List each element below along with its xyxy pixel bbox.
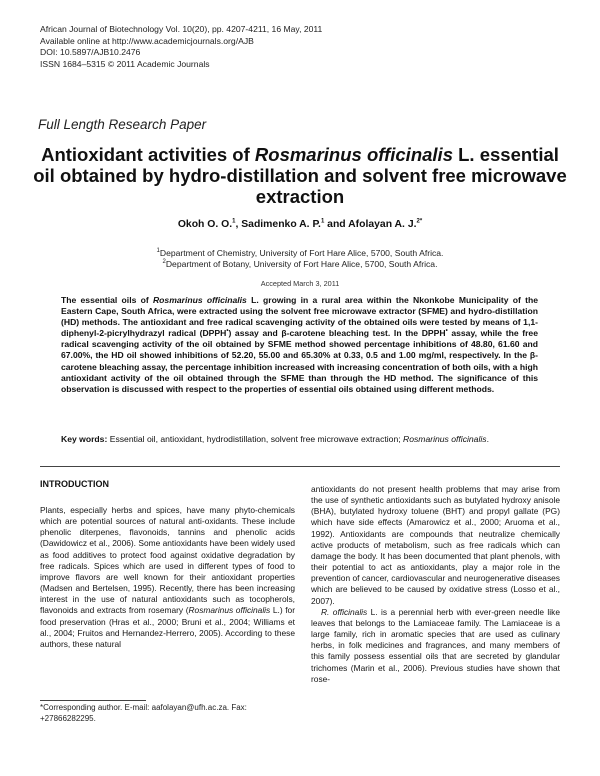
- section-divider: [40, 466, 560, 467]
- affiliations: [40, 248, 560, 270]
- abstract: [61, 295, 538, 395]
- left-column: [40, 505, 295, 650]
- abstract-p2: L. growing in a rural area within the Nkonkobe Municipality of the Eastern Cape, South Africa, were extracted using the solvent free microwave extractor (SFME) and hydro-distillation (HD) methods. The antioxidant and free radical scavenging activity of the obtained oils were tested by means of 1,1-diphenyl-2-picrylhydrazyl radical (DPPH: [61, 295, 538, 339]
- author-3-affil: 2*: [416, 218, 423, 225]
- title-part2: L. essential oil obtained by hydro-distillation and solvent free microwave extraction: [33, 144, 567, 207]
- affiliation-2-mark: 2: [162, 259, 166, 266]
- right-column: [311, 484, 560, 685]
- abstract-p1: The essential oils of: [61, 295, 153, 305]
- author-2-affil: 1: [320, 218, 325, 225]
- corresponding-author-footnote: *Corresponding author. E-mail: aafolayan@ufh.ac.za. Fax: +27866282295.: [40, 703, 247, 723]
- author-2: Sadimenko A. P.: [241, 219, 321, 230]
- keywords: [61, 434, 538, 445]
- right-paragraph-2: [311, 607, 560, 685]
- keywords-text: Essential oil, antioxidant, hydrodistillation, solvent free microwave extraction;: [107, 434, 403, 444]
- author-1-affil: 1: [232, 218, 236, 225]
- intro-p1b: L.) for food preservation (Hras et al., 2000; Bruni et al., 2004; Williams et al., 2004; Fruitos and Hernandez-Herrero, 2005). According to these authors, these natural: [40, 605, 295, 649]
- affiliation-1-text: Department of Chemistry, University of Fort Hare Alice, 5700, South Africa.: [159, 248, 444, 258]
- right-paragraph-1: antioxidants do not present health problems that may arise from the use of synthetic antioxidants such as butylated hydroxy anisole (BHA), butylated hydroxy toluene (BHT) and propyl gallate (PG) which have side effects (Amarowicz et al., 2000; Aruoma et al., 1992). Antioxidants are compounds that neutralize chemically active products of metabolism, such as free radicals which can damage the body. It has been documented that plant phenols, with their potential to act as antioxidants, play a major role in the prevention of cancer, cardiovascular and neurogenerative diseases which are believed to be caused by oxidative stress (Losso et al., 2007).: [311, 484, 560, 606]
- journal-url: Available online at http://www.academicjournals.org/AJB: [40, 35, 254, 46]
- author-3: Afolayan A. J.: [348, 219, 417, 230]
- title-species: Rosmarinus officinalis: [254, 144, 453, 165]
- accepted-date: Accepted March 3, 2011: [260, 279, 340, 288]
- abstract-p3: ) assay and β-carotene bleaching test. In the DPPH: [228, 328, 446, 339]
- journal-citation: African Journal of Biotechnology Vol. 10(20), pp. 4207-4211, 16 May, 2011: [40, 24, 323, 34]
- author-list: [40, 219, 560, 230]
- author-sep-1: ,: [235, 219, 242, 230]
- paper-type: Full Length Research Paper: [38, 117, 207, 132]
- keywords-end: .: [486, 434, 489, 444]
- journal-issn: ISSN 1684–5315 © 2011 Academic Journals: [40, 58, 210, 69]
- author-sep-2: and: [324, 219, 349, 230]
- journal-doi: DOI: 10.5897/AJB10.2476: [40, 47, 141, 57]
- title-part1: Antioxidant activities of: [41, 144, 255, 165]
- keywords-label: Key words:: [61, 434, 108, 444]
- footnote-rule: [40, 700, 146, 701]
- keywords-species: Rosmarinus officinalis: [403, 434, 487, 444]
- affiliation-2-text: Department of Botany, University of Fort Hare Alice, 5700, South Africa.: [165, 259, 438, 269]
- paper-title: [30, 144, 570, 207]
- radical-dot-1: •: [226, 328, 229, 335]
- journal-info: [40, 24, 560, 70]
- affiliation-1: [40, 248, 560, 259]
- affiliation-1-mark: 1: [156, 248, 160, 255]
- author-1: Okoh O. O.: [177, 219, 233, 230]
- intro-species: Rosmarinus officinalis: [188, 605, 271, 616]
- section-heading: INTRODUCTION: [40, 479, 109, 489]
- abstract-p4: assay, while the free radical scavenging activity of the oil obtained by SFME method showed percentage inhibitions of 48.80, 61.60 and 67.00%, the HD oil showed inhibitions of 52.20, 55.00 and 65.30% at 0.33, 0.5 and 1.00 mg/ml, respectively. In the β-carotene bleaching assay, the percentage inhibition increased with increasing concentration of both oils, with a high antioxidant activity of the oil obtained through the SFME than through the HD method. The significance of this observation is discussed with respect to the properties of essential oils obtained using different methods.: [61, 328, 538, 394]
- intro-p1a: Plants, especially herbs and spices, have many phyto-chemicals which are potential sources of natural anti-oxidants. These include phenolic diterpenes, flavonoids, tannins and phenolic acids (Dawidowicz et al., 2006). Some antioxidants have been widely used as food additives to protect food against oxidative degradation by free radicals. Spices which are used in different types of food to improve flavors are well known for their antioxidant properties (Madsen and Bertelsen, 1995). Recently, there has been increasing interest in the use of natural antioxidants such as tocopherols, flavonoids and extracts from rosemary (: [40, 505, 295, 616]
- affiliation-2: [40, 259, 560, 270]
- right-species: R. officinalis: [321, 606, 368, 617]
- right-paragraph-2-text: L. is a perennial herb with ever-green needle like leaves that belongs to the Lamiaceae family. The Lamiaceae is a large family, rich in aromatic species that are used as culinary herbs, in folk medicines and fragrances, and many members of this family possess essential oils that are secreted by glandular trichomes (Marin et al., 2006). Previous studies have shown that rose-: [311, 606, 560, 684]
- abstract-species: Rosmarinus officinalis: [152, 295, 247, 305]
- radical-dot-2: •: [445, 328, 448, 335]
